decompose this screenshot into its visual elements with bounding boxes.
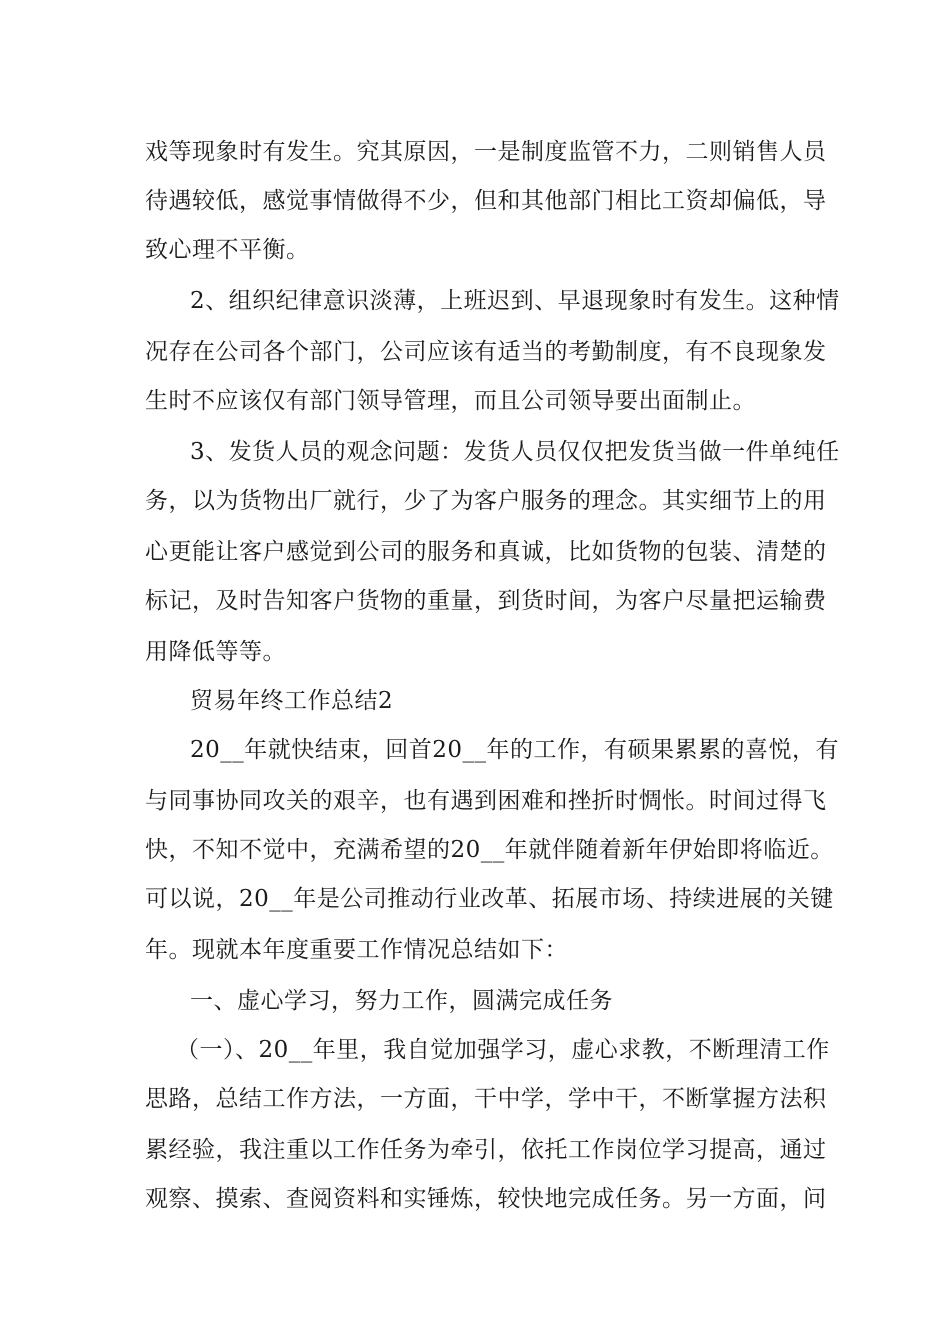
text-line: 2、组织纪律意识淡薄，上班迟到、早退现象时有发生。这种情 bbox=[190, 288, 840, 314]
subsection-heading: 一、虚心学习，努力工作，圆满完成任务 bbox=[190, 988, 613, 1014]
text-line: 观察、摸索、查阅资料和实锤炼，较快地完成任务。另一方面，问 bbox=[145, 1186, 827, 1212]
text-line: 快，不知不觉中，充满希望的20__年就伴随着新年伊始即将临近。 bbox=[145, 837, 834, 863]
text-line: 思路，总结工作方法，一方面，干中学，学中干，不断掌握方法积 bbox=[145, 1086, 827, 1112]
text-line: 标记，及时告知客户货物的重量，到货时间，为客户尽量把运输费 bbox=[145, 588, 827, 614]
text-line: 3、发货人员的观念问题：发货人员仅仅把发货当做一件单纯任 bbox=[190, 439, 840, 465]
text-line: 待遇较低，感觉事情做得不少，但和其他部门相比工资却偏低，导 bbox=[145, 188, 827, 214]
text-line: 戏等现象时有发生。究其原因，一是制度监管不力，二则销售人员 bbox=[145, 139, 827, 165]
text-line: 致心理不平衡。 bbox=[145, 237, 310, 263]
text-line: 生时不应该仅有部门领导管理，而且公司领导要出面制止。 bbox=[145, 388, 756, 414]
text-line: （一）、20__年里，我自觉加强学习，虚心求教，不断理清工作 bbox=[176, 1037, 830, 1063]
text-line: 况存在公司各个部门，公司应该有适当的考勤制度，有不良现象发 bbox=[145, 339, 827, 365]
text-line: 务，以为货物出厂就行，少了为客户服务的理念。其实细节上的用 bbox=[145, 488, 827, 514]
text-line: 年。现就本年度重要工作情况总结如下： bbox=[145, 937, 568, 963]
text-line: 累经验，我注重以工作任务为牵引，依托工作岗位学习提高，通过 bbox=[145, 1137, 827, 1163]
text-line: 20__年就快结束，回首20__年的工作，有硕果累累的喜悦，有 bbox=[190, 737, 840, 763]
section-heading: 贸易年终工作总结2 bbox=[190, 688, 394, 714]
text-line: 与同事协同攻关的艰辛，也有遇到困难和挫折时惆怅。时间过得飞 bbox=[145, 788, 827, 814]
text-line: 可以说，20__年是公司推动行业改革、拓展市场、持续进展的关键 bbox=[145, 886, 834, 912]
text-line: 心更能让客户感觉到公司的服务和真诚，比如货物的包装、清楚的 bbox=[145, 539, 827, 565]
text-line: 用降低等等。 bbox=[145, 639, 286, 665]
